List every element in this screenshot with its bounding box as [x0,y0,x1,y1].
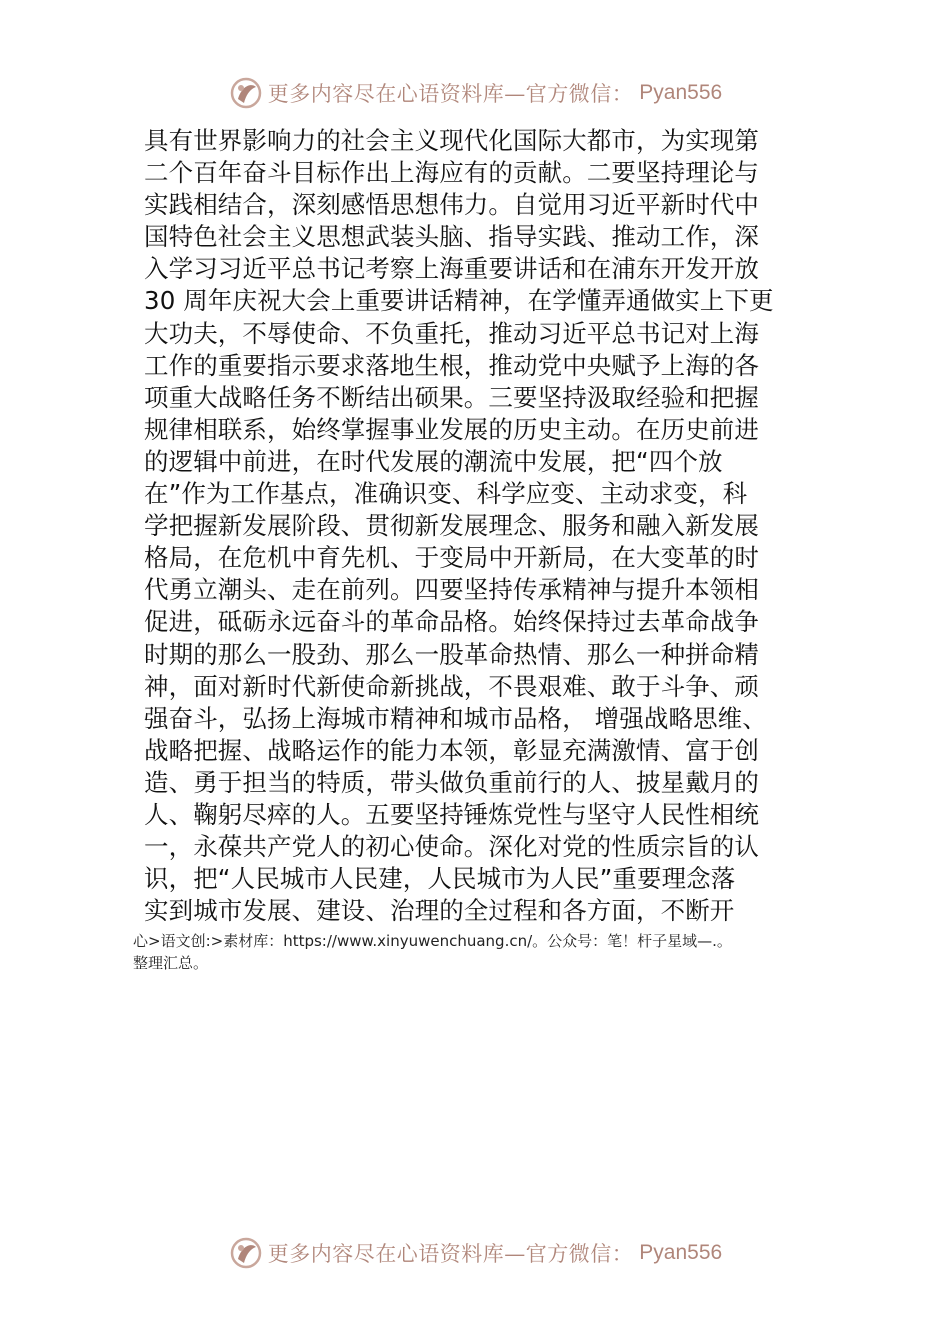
paragraph-line: 实到城市发展、建设、治理的全过程和各方面，不断开 [144,896,735,926]
paragraph-line: 国特色社会主义思想武装头脑、指导实践、推动工作，深 [144,222,759,252]
paragraph-line: 入学习习近平总书记考察上海重要讲话和在浦东开发开放 [144,254,759,284]
banner-text: 更多内容尽在心语资料库—官方微信： [267,82,634,106]
footer-banner [0,1233,950,1273]
banner-handle: Pyan556 [639,1241,723,1264]
paragraph-line: 识，把“人民城市人民建，人民城市为人民”重要理念落 [144,864,736,894]
paragraph-line: 二个百年奋斗目标作出上海应有的贡献。二要坚持理论与 [144,158,759,188]
header-banner [0,73,950,113]
body-text [144,125,812,927]
paragraph-line: 实践相结合，深刻感悟思想伟力。自觉用习近平新时代中 [144,190,759,220]
paragraph-line: 30 周年庆祝大会上重要讲话精神，在学懂弄通做实上下更 [144,286,774,316]
banner-text: 更多内容尽在心语资料库—官方微信： [267,1242,634,1266]
paragraph-line: 促进，砥砺永远奋斗的革命品格。始终保持过去革命战争 [144,607,759,637]
paragraph-line: 工作的重要指示要求落地生根，推动党中央赋予上海的各 [144,350,759,380]
paragraph-line: 项重大战略任务不断结出硕果。三要坚持汲取经验和把握 [144,382,759,412]
paragraph-line: 一，永葆共产党人的初心使命。深化对党的性质宗旨的认 [144,832,759,862]
paragraph-line: 在”作为工作基点，准确识变、科学应变、主动求变，科 [144,479,748,509]
paragraph-line: 的逻辑中前进，在时代发展的潮流中发展，把“四个放 [144,446,723,476]
paragraph-line: 神，面对新时代新使命新挑战，不畏艰难、敢于斗争、顽 [144,671,759,701]
paragraph-line: 具有世界影响力的社会主义现代化国际大都市，为实现第 [144,126,759,155]
paragraph-line: 代勇立潮头、走在前列。四要坚持传承精神与提升本领相 [144,575,759,605]
banner-handle: Pyan556 [639,81,723,104]
paragraph-line: 人、鞠躬尽瘁的人。五要坚持锤炼党性与坚守人民性相统 [144,799,759,829]
source-note-line: 心>语文创:>素材库：https://www.xinyuwenchuang.cn/。公众号：笔！杆子星域—.。 [133,932,732,950]
paragraph-line: 学把握新发展阶段、贯彻新发展理念、服务和融入新发展 [144,511,759,541]
paragraph-line: 战略把握、战略运作的能力本领，彰显充满激情、富于创 [144,735,759,765]
source-note [133,930,823,974]
logo-icon [228,75,264,111]
paragraph-line: 规律相联系，始终掌握事业发展的历史主动。在历史前进 [144,414,759,444]
source-note-line: 整理汇总。 [133,954,209,972]
logo-icon [228,1235,264,1271]
paragraph-line: 造、勇于担当的特质，带头做负重前行的人、披星戴月的 [144,767,759,797]
paragraph-line: 时期的那么一股劲、那么一股革命热情、那么一种拼命精 [144,639,759,669]
paragraph-line: 大功夫，不辱使命、不负重托，推动习近平总书记对上海 [144,318,759,348]
paragraph-line: 格局，在危机中育先机、于变局中开新局，在大变革的时 [144,543,759,573]
paragraph-line: 强奋斗，弘扬上海城市精神和城市品格， 增强战略思维、 [144,703,767,733]
